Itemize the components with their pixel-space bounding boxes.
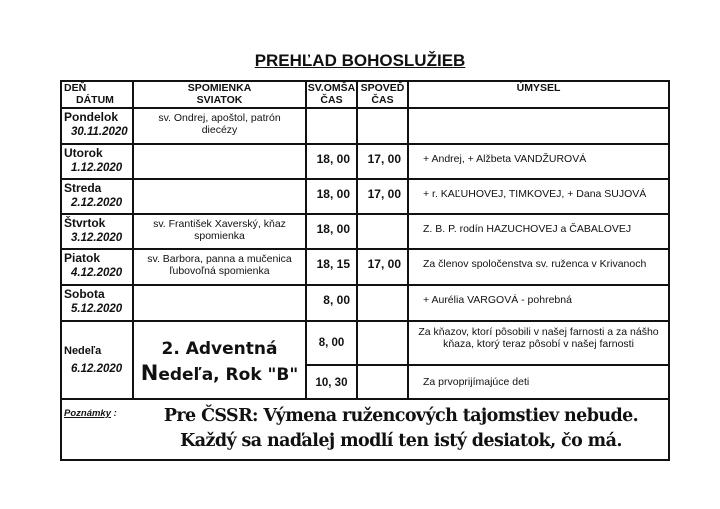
day-name: Utorok — [64, 146, 103, 160]
header-confession-line1: SPOVEĎ — [360, 82, 405, 94]
confession-time — [356, 107, 409, 145]
day-date: 3.12.2020 — [71, 232, 123, 244]
mass-time: 18, 00 — [305, 178, 358, 215]
day-date: 6.12.2020 — [71, 363, 123, 375]
confession-time — [356, 364, 409, 400]
mass-time: 8, 00 — [305, 320, 358, 366]
notes-line1: Pre ČSSR: Výmena ružencových tajomstiev nebude. — [163, 406, 639, 426]
notes-line2: Každý sa naďalej modlí ten istý desiatok, čo má. — [180, 431, 622, 451]
memorial-cell — [132, 178, 307, 215]
header-mass-line2: ČAS — [320, 94, 343, 106]
feast-title — [132, 320, 307, 400]
notes-box — [60, 398, 670, 461]
intention: + Aurélia VARGOVÁ - pohrebná — [407, 284, 670, 322]
mass-time: 18, 15 — [305, 248, 358, 286]
feast-word: Adventná — [185, 339, 278, 359]
memorial-cell — [132, 213, 307, 250]
notes-text — [138, 404, 664, 454]
header-intention — [407, 80, 670, 109]
mass-time: 18, 00 — [305, 143, 358, 180]
day-date: 30.11.2020 — [71, 126, 128, 138]
header-memorial — [132, 80, 307, 109]
day-name: Piatok — [64, 251, 101, 265]
day-name: Pondelok — [64, 110, 119, 124]
day-cell — [60, 284, 134, 322]
memorial-line2: diecézy — [201, 124, 238, 136]
confession-time: 17, 00 — [356, 143, 409, 180]
mass-time: 10, 30 — [305, 364, 358, 400]
day-cell — [60, 248, 134, 286]
intention — [407, 320, 670, 366]
intention: Za prvoprijímajúce deti — [407, 364, 670, 400]
memorial-cell — [132, 107, 307, 145]
notes-label — [64, 408, 134, 420]
notes-label-text: Poznámky — [64, 408, 111, 419]
intention-line1: Za kňazov, ktorí pôsobili v našej farnosti a za nášho — [418, 326, 659, 338]
memorial-line2: ľubovoľná spomienka — [169, 265, 270, 277]
feast-cap: N — [140, 361, 159, 385]
day-name: Sobota — [64, 287, 105, 301]
day-cell — [60, 178, 134, 215]
feast-rest: edeľa, Rok "B" — [158, 365, 299, 385]
memorial-line1: sv. Barbora, panna a mučenica — [147, 253, 292, 265]
intention — [407, 107, 670, 145]
header-intention-label: ÚMYSEL — [516, 82, 561, 94]
memorial-line1: sv. František Xaverský, kňaz — [153, 218, 286, 230]
confession-time — [356, 320, 409, 366]
day-name: Nedeľa — [64, 345, 102, 357]
confession-time: 17, 00 — [356, 248, 409, 286]
mass-time: 8, 00 — [305, 284, 358, 322]
day-cell — [60, 320, 134, 400]
day-date: 5.12.2020 — [71, 303, 123, 315]
mass-time — [305, 107, 358, 145]
confession-time: 17, 00 — [356, 178, 409, 215]
header-memorial-line1: SPOMIENKA — [187, 82, 252, 94]
intention-line2: kňaza, ktorý teraz pôsobí v našej farnosti — [443, 338, 634, 350]
feast-number: 2. — [161, 339, 180, 359]
day-cell — [60, 107, 134, 145]
day-name: Štvrtok — [64, 216, 106, 230]
day-date: 2.12.2020 — [71, 197, 123, 209]
header-day-label: DEŇ — [64, 82, 87, 94]
header-mass-line1: SV.OMŠA — [307, 82, 356, 94]
day-name: Streda — [64, 181, 102, 195]
memorial-cell — [132, 143, 307, 180]
confession-time — [356, 213, 409, 250]
header-confession-line2: ČAS — [371, 94, 394, 106]
memorial-cell — [132, 284, 307, 322]
header-day — [60, 80, 134, 109]
schedule-table — [60, 80, 670, 400]
intention: Za členov spoločenstva sv. ruženca v Krivanoch — [407, 248, 670, 286]
intention: Z. B. P. rodín HAZUCHOVEJ a ČABALOVEJ — [407, 213, 670, 250]
intention: + r. KAĽUHOVEJ, TIMKOVEJ, + Dana SUJOVÁ — [407, 178, 670, 215]
header-memorial-line2: SVIATOK — [196, 94, 243, 106]
mass-time: 18, 00 — [305, 213, 358, 250]
confession-time — [356, 284, 409, 322]
day-cell — [60, 213, 134, 250]
page-title: PREHĽAD BOHOSLUŽIEB — [254, 51, 466, 70]
header-confession — [356, 80, 409, 109]
day-cell — [60, 143, 134, 180]
header-mass — [305, 80, 358, 109]
day-date: 1.12.2020 — [71, 162, 123, 174]
memorial-line2: spomienka — [194, 230, 245, 242]
notes-label-colon: : — [111, 408, 117, 419]
memorial-cell — [132, 248, 307, 286]
day-date: 4.12.2020 — [71, 267, 123, 279]
memorial-line1: sv. Ondrej, apoštol, patrón — [158, 112, 281, 124]
header-date-label: DÁTUM — [76, 94, 114, 106]
intention: + Andrej, + Alžbeta VANDŽUROVÁ — [407, 143, 670, 180]
